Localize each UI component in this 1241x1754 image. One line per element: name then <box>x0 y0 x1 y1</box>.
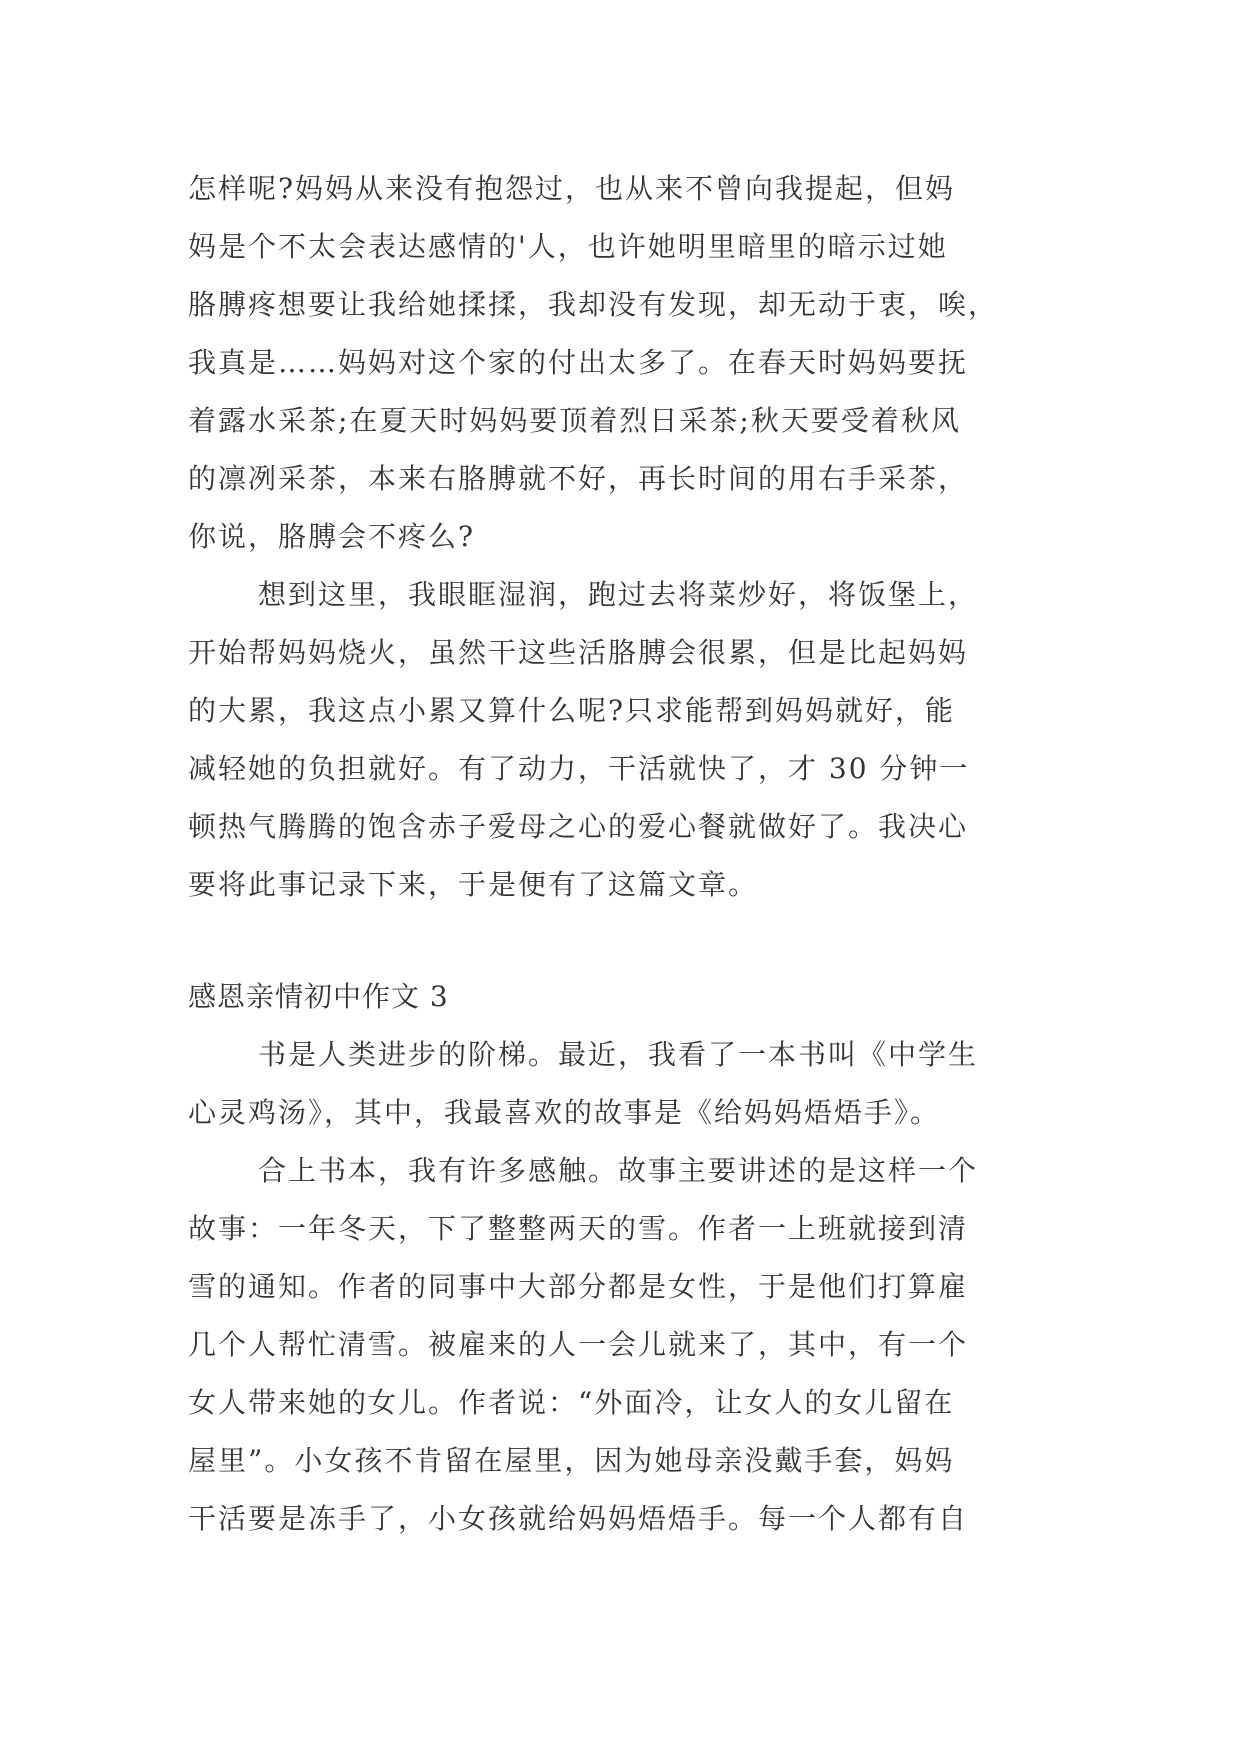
paragraph <box>188 1026 1063 1142</box>
section-heading: 感恩亲情初中作文 3 <box>188 980 449 1013</box>
text-line: 你说，胳膊会不疼么? <box>188 520 476 553</box>
text-line: 屋里”。小女孩不肯留在屋里，因为她母亲没戴手套，妈妈 <box>188 1444 955 1477</box>
text-line: 干活要是冻手了，小女孩就给妈妈焐焐手。每一个人都有自 <box>188 1502 969 1535</box>
text-line: 故事：一年冬天，下了整整两天的雪。作者一上班就接到清 <box>188 1212 969 1245</box>
text-line: 雪的通知。作者的同事中大部分都是女性，于是他们打算雇 <box>188 1270 969 1303</box>
text-line: 我真是……妈妈对这个家的付出太多了。在春天时妈妈要抚 <box>188 346 969 379</box>
text-line: 女人带来她的女儿。作者说：“外面冷，让女人的女儿留在 <box>188 1386 955 1419</box>
text-line: 想到这里，我眼眶湿润，跑过去将菜炒好，将饭堡上， <box>258 578 979 611</box>
text-line: 胳膊疼想要让我给她揉揉，我却没有发现，却无动于衷，唉， <box>188 288 999 321</box>
text-line: 顿热气腾腾的饱含赤子爱母之心的爱心餐就做好了。我决心 <box>188 810 969 843</box>
text-line: 要将此事记录下来，于是便有了这篇文章。 <box>188 868 759 901</box>
text-line: 的大累，我这点小累又算什么呢?只求能帮到妈妈就好，能 <box>188 694 956 727</box>
document-body <box>188 160 1063 1548</box>
paragraph-continued <box>188 160 1063 566</box>
text-line: 着露水采茶;在夏天时妈妈要顶着烈日采茶;秋天要受着秋风 <box>188 404 961 437</box>
text-line: 减轻她的负担就好。有了动力，干活就快了，才 30 分钟一 <box>188 752 970 785</box>
text-line: 妈是个不太会表达感情的'人，也许她明里暗里的暗示过她 <box>188 230 948 263</box>
text-line: 合上书本，我有许多感触。故事主要讲述的是这样一个 <box>258 1154 979 1187</box>
paragraph <box>188 1142 1063 1548</box>
text-line: 书是人类进步的阶梯。最近，我看了一本书叫《中学生 <box>258 1038 979 1071</box>
text-line: 几个人帮忙清雪。被雇来的人一会儿就来了，其中，有一个 <box>188 1328 969 1361</box>
text-line: 开始帮妈妈烧火，虽然干这些活胳膊会很累，但是比起妈妈 <box>188 636 969 669</box>
text-line: 心灵鸡汤》，其中，我最喜欢的故事是《给妈妈焐焐手》。 <box>188 1096 941 1129</box>
paragraph <box>188 566 1063 914</box>
text-line: 的凛冽采茶，本来右胳膊就不好，再长时间的用右手采茶， <box>188 462 969 495</box>
text-line: 怎样呢?妈妈从来没有抱怨过，也从来不曾向我提起，但妈 <box>188 172 956 205</box>
